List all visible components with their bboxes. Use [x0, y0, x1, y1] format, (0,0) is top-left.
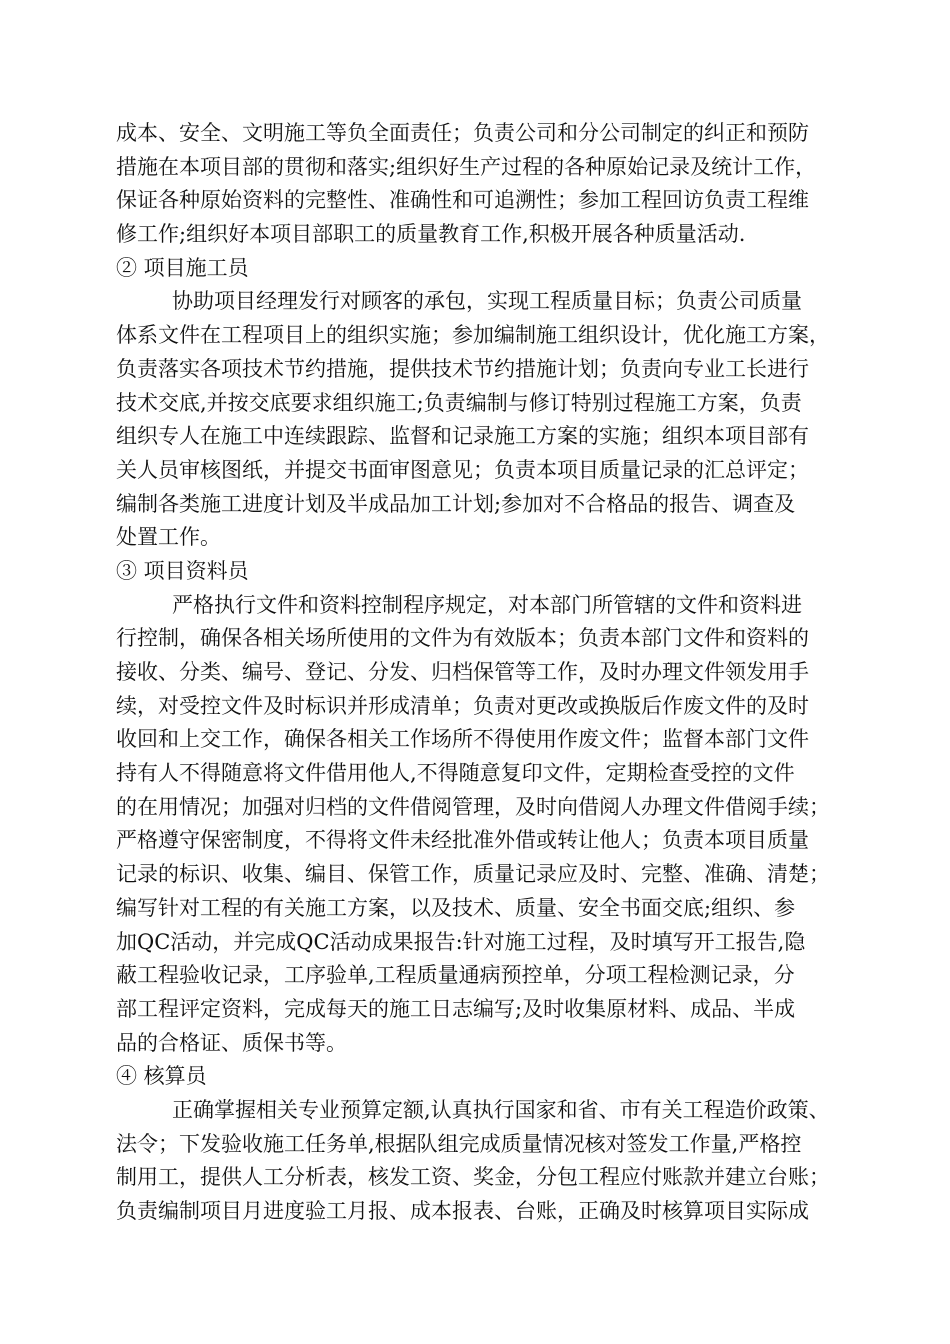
text-line: 品的合格证、质保书等。: [116, 1030, 347, 1055]
section-heading-construction-officer: ② 项目施工员: [116, 255, 249, 280]
text-line: 组织专人在施工中连续跟踪、监督和记录施工方案的实施；组织本项目部有: [116, 424, 809, 449]
document-body: [116, 117, 862, 1229]
text-line: 法令；下发验收施工任务单,根据队组完成质量情况核对签发工作量,严格控: [116, 1131, 802, 1156]
text-line: 正确掌握相关专业预算定额,认真执行国家和省、市有关工程造价政策、: [172, 1097, 830, 1122]
text-line: 技术交底,并按交底要求组织施工;负责编制与修订特别过程施工方案，负责: [116, 390, 802, 415]
text-line: 严格遵守保密制度，不得将文件未经批准外借或转让他人；负责本项目质量: [116, 828, 809, 853]
text-line: 处置工作。: [116, 525, 221, 550]
text-line: 修工作;组织好本项目部职工的质量教育工作,积极开展各种质量活动.: [116, 222, 746, 247]
text-line: 收回和上交工作，确保各相关工作场所不得使用作废文件；监督本部门文件: [116, 727, 809, 752]
text-line: 制用工，提供人工分析表，核发工资、奖金，分包工程应付账款并建立台账；: [116, 1165, 830, 1190]
text-line: 蔽工程验收记录，工序验单,工程质量通病预控单，分项工程检测记录，分: [116, 963, 795, 988]
text-line: 措施在本项目部的贯彻和落实;组织好生产过程的各种原始记录及统计工作，: [116, 154, 817, 179]
text-line: 编制各类施工进度计划及半成品加工计划;参加对不合格品的报告、调查及: [116, 491, 796, 516]
text-line: 关人员审核图纸，并提交书面审图意见；负责本项目质量记录的汇总评定；: [116, 457, 809, 482]
text-line: 续，对受控文件及时标识并形成清单；负责对更改或换版后作废文件的及时: [116, 693, 809, 718]
text-line: 持有人不得随意将文件借用他人,不得随意复印文件，定期检查受控的文件: [116, 761, 795, 786]
text-line: 记录的标识、收集、编目、保管工作，质量记录应及时、完整、准确、清楚；: [116, 862, 830, 887]
text-line: 保证各种原始资料的完整性、准确性和可追溯性；参加工程回访负责工程维: [116, 188, 809, 213]
text-line: 的在用情况；加强对归档的文件借阅管理，及时向借阅人办理文件借阅手续；: [116, 794, 830, 819]
text-line: 负责落实各项技术节约措施，提供技术节约措施计划；负责向专业工长进行: [116, 356, 809, 381]
text-line: 编写针对工程的有关施工方案，以及技术、质量、安全书面交底;组织、参: [116, 895, 796, 920]
text-line: 接收、分类、编号、登记、分发、归档保管等工作，及时办理文件领发用手: [116, 660, 809, 684]
section-heading-document-officer: ③ 项目资料员: [116, 558, 249, 583]
text-line: 协助项目经理发行对顾客的承包，实现工程质量目标；负责公司质量: [172, 289, 802, 314]
text-line: 体系文件在工程项目上的组织实施；参加编制施工组织设计，优化施工方案，: [116, 323, 830, 348]
text-line: 严格执行文件和资料控制程序规定，对本部门所管辖的文件和资料进: [172, 592, 802, 617]
text-line: 加QC活动，并完成QC活动成果报告:针对施工过程，及时填写开工报告,隐: [116, 929, 806, 954]
text-line: 负责编制项目月进度验工月报、成本报表、台账，正确及时核算项目实际成: [116, 1199, 809, 1223]
text-line: 部工程评定资料，完成每天的施工日志编写;及时收集原材料、成品、半成: [116, 996, 796, 1021]
section-heading-cost-accountant: ④ 核算员: [116, 1064, 207, 1089]
text-line: 成本、安全、文明施工等负全面责任；负责公司和分公司制定的纠正和预防: [116, 121, 809, 145]
text-line: 行控制，确保各相关场所使用的文件为有效版本；负责本部门文件和资料的: [116, 626, 809, 651]
